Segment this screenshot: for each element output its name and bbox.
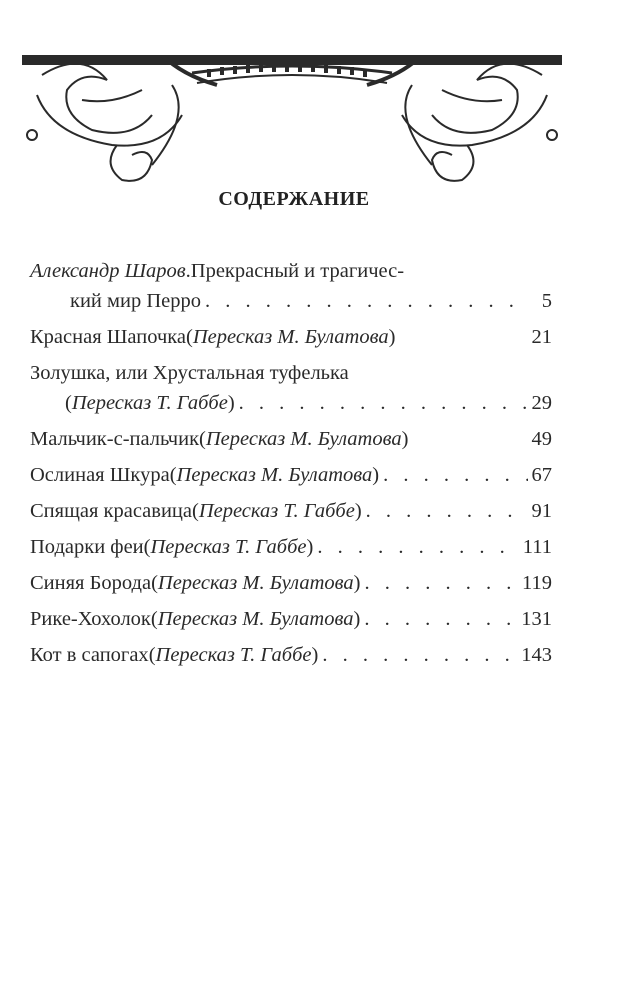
toc-entry[interactable]: Кот в сапогах ( Пересказ Т. Габбе ) . . . 143 [30,640,552,670]
entry-page: 21 [531,326,552,348]
leader-dots [205,286,528,316]
entry-note: Пересказ М. Булатова [157,608,354,630]
entry-title: Прекрасный и трагичес- [190,260,405,282]
toc-entry[interactable]: Спящая красавица ( Пересказ Т. Габбе ) . . . 91 [30,496,552,526]
entry-page: 29 [531,392,552,414]
entry-title: Подарки феи [30,536,144,558]
entry-author: Александр Шаров [30,260,186,282]
leader-dots [239,388,528,418]
toc-entry[interactable]: Синяя Борода ( Пересказ М. Булатова ) . . . 119 [30,568,552,598]
entry-title: Синяя Борода [30,572,152,594]
toc-entry[interactable]: Рике-Хохолок ( Пересказ М. Булатова ) . . . 131 [30,604,552,634]
entry-note: Пересказ Т. Габбе [198,500,355,522]
entry-note: Пересказ М. Булатова [157,572,354,594]
entry-page: 131 [521,608,552,630]
entry-note: Пересказ Т. Габбе [155,644,312,666]
leader-dots [364,568,518,598]
leader-dots [322,640,517,670]
entry-title: Кот в сапогах [30,644,149,666]
entry-note: Пересказ Т. Габбе [150,536,307,558]
toc-entry[interactable]: Подарки феи ( Пересказ Т. Габбе ) . . . 111 [30,532,552,562]
ornament-headpiece-icon [22,55,562,185]
toc-entry[interactable]: Ослиная Шкура ( Пересказ М. Булатова ) . . . 67 [30,460,552,490]
entry-note: Пересказ М. Булатова [205,428,402,450]
entry-note: Пересказ Т. Габбе [71,392,228,414]
entry-title: Мальчик-с-пальчик [30,428,200,450]
entry-title: Красная Шапочка [30,326,187,348]
entry-page: 119 [522,572,552,594]
table-of-contents [30,256,552,676]
toc-entry[interactable]: Мальчик-с-пальчик ( Пересказ М. Булатова ) 49 [30,424,552,454]
leader-dots [366,496,528,526]
entry-title: Рике-Хохолок [30,608,151,630]
toc-entry[interactable]: Золушка, или Хрустальная туфелька ( Пересказ Т. Габбе ) . . . 29 [30,358,552,418]
entry-page: 143 [521,644,552,666]
entry-note: Пересказ М. Булатова [176,464,373,486]
leader-dots [364,604,517,634]
entry-page: 91 [531,500,552,522]
entry-page: 49 [531,428,552,450]
entry-page: 67 [531,464,552,486]
entry-title: Золушка, или Хрустальная туфелька [30,362,349,384]
toc-entry[interactable]: Красная Шапочка ( Пересказ М. Булатова ) 21 [30,322,552,352]
leader-dots [383,460,527,490]
entry-note: Пересказ М. Булатова [192,326,389,348]
entry-title: кий мир Перро [70,290,201,312]
toc-entry[interactable]: Александр Шаров . Прекрасный и трагичес- кий мир Перро . . . 5 [30,256,552,316]
entry-title: Спящая красавица [30,500,192,522]
entry-page: 111 [522,536,552,558]
leader-dots [317,532,518,562]
entry-title: Ослиная Шкура [30,464,170,486]
entry-page: 5 [541,290,552,312]
page-title: СОДЕРЖАНИЕ [218,188,370,210]
